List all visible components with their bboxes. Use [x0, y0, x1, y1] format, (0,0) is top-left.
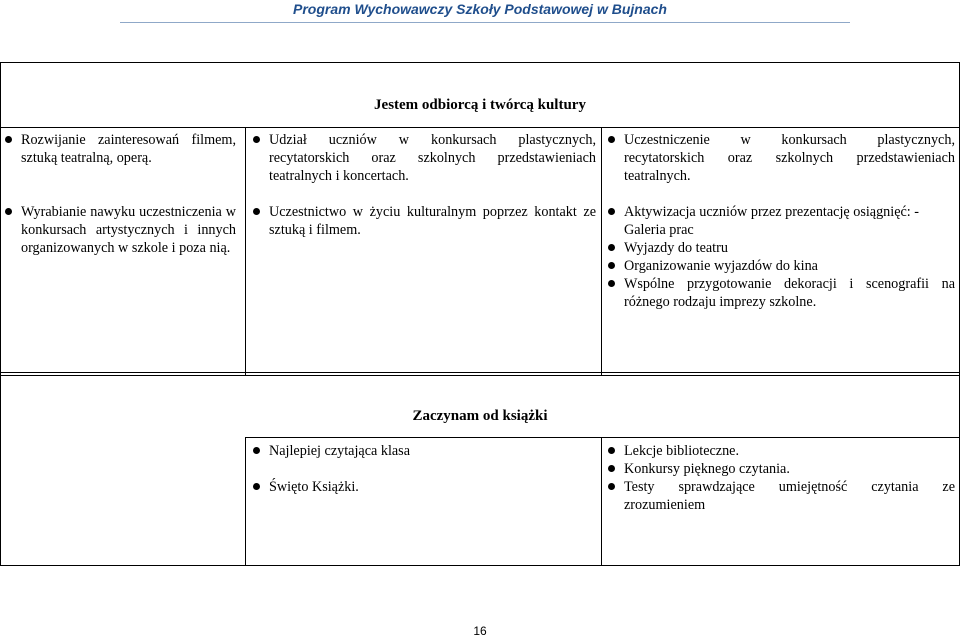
list-item	[605, 203, 955, 239]
header-divider	[120, 22, 850, 23]
bullet-icon	[253, 136, 260, 143]
method-text: Aktywizacja uczniów przez prezentację osiągnięć: - Galeria prac	[624, 204, 920, 238]
list-item	[605, 442, 955, 460]
list-item	[605, 460, 955, 478]
goal-cell	[4, 131, 236, 167]
bullet-icon	[608, 280, 615, 287]
bullet-icon	[5, 208, 12, 215]
method-text: Testy sprawdzające umiejętność czytania ze zrozumieniem	[624, 479, 955, 513]
method-text: Organizowanie wyjazdów do kina	[624, 258, 818, 274]
methods-cell	[605, 131, 955, 185]
list-item	[605, 275, 955, 311]
column-divider	[601, 127, 602, 376]
list-item	[605, 239, 955, 257]
goal-cell	[4, 203, 236, 257]
page-number: 16	[473, 624, 487, 638]
tasks-cell	[250, 442, 596, 496]
method-text: Lekcje biblioteczne.	[624, 443, 740, 459]
task-text: Najlepiej czytająca klasa	[269, 443, 411, 459]
methods-cell	[605, 203, 955, 311]
bullet-icon	[608, 465, 615, 472]
task-text: Święto Książki.	[269, 479, 359, 495]
bullet-icon	[253, 447, 260, 454]
goal-text: Wyrabianie nawyku uczestniczenia w konkursach artystycznych i innych organizowanych w szkole i poza nią.	[21, 204, 236, 256]
bullet-icon	[608, 244, 615, 251]
table-divider	[0, 127, 960, 128]
list-item	[4, 203, 236, 257]
list-item	[250, 442, 596, 460]
bullet-icon	[608, 208, 615, 215]
table-divider	[245, 437, 960, 438]
task-text: Udział uczniów w konkursach plastycznych, recytatorskich oraz szkolnych przedstawieniach teatralnych i koncertach.	[269, 132, 596, 184]
list-item	[250, 478, 596, 496]
method-text: Uczestniczenie w konkursach plastycznych, recytatorskich oraz szkolnych przedstawieniach teatralnych.	[624, 132, 955, 184]
list-item	[250, 131, 596, 185]
bullet-icon	[608, 447, 615, 454]
list-item	[605, 131, 955, 185]
bullet-icon	[5, 136, 12, 143]
bullet-icon	[608, 262, 615, 269]
section-title-books: Zaczynam od książki	[412, 408, 548, 424]
list-item	[605, 478, 955, 514]
column-divider	[245, 437, 246, 566]
section-title-culture: Jestem odbiorcą i twórcą kultury	[374, 97, 586, 113]
bullet-icon	[608, 483, 615, 490]
method-text: Wyjazdy do teatru	[624, 240, 728, 256]
list-item	[250, 203, 596, 239]
document-header-title: Program Wychowawczy Szkoły Podstawowej w Bujnach	[293, 1, 667, 17]
bullet-icon	[253, 208, 260, 215]
bullet-icon	[608, 136, 615, 143]
method-text: Konkursy pięknego czytania.	[624, 461, 790, 477]
bullet-icon	[253, 483, 260, 490]
list-item	[605, 257, 955, 275]
tasks-cell	[250, 131, 596, 185]
method-text: Wspólne przygotowanie dekoracji i scenografii na różnego rodzaju imprezy szkolne.	[624, 276, 955, 310]
goal-text: Rozwijanie zainteresowań filmem, sztuką teatralną, operą.	[21, 132, 236, 166]
list-item	[4, 131, 236, 167]
column-divider	[601, 437, 602, 566]
tasks-cell	[250, 203, 596, 239]
methods-cell	[605, 442, 955, 514]
task-text: Uczestnictwo w życiu kulturalnym poprzez kontakt ze sztuką i filmem.	[269, 204, 596, 238]
column-divider	[245, 127, 246, 376]
